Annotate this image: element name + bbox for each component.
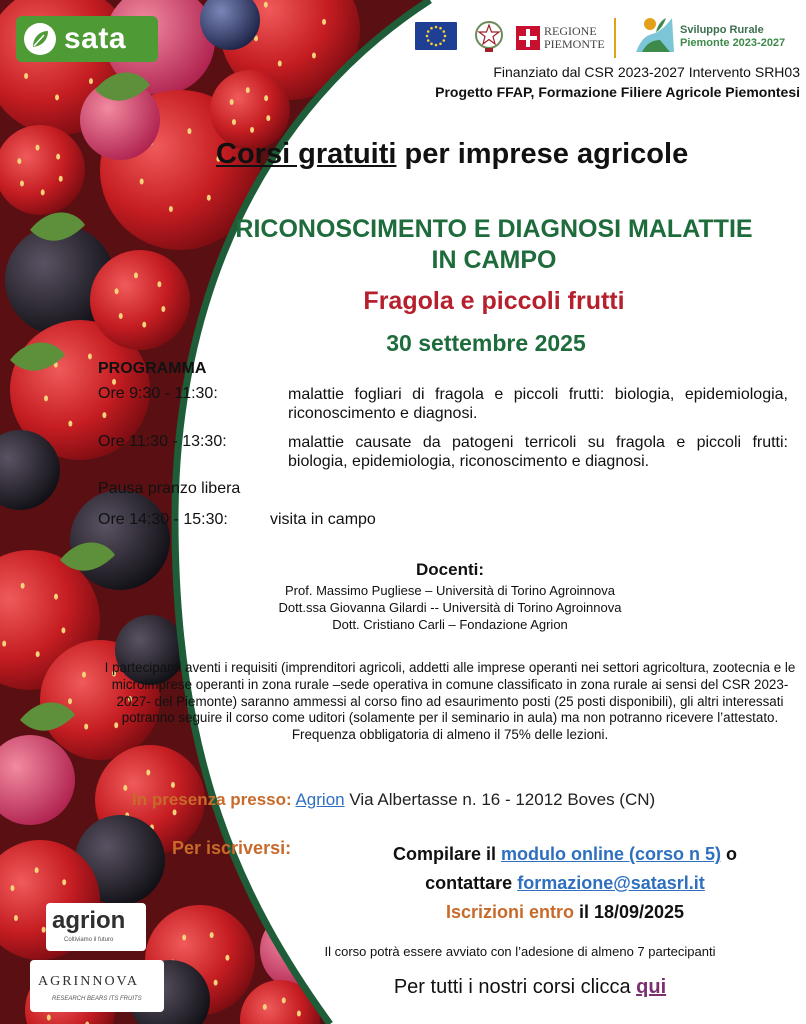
sviluppo-line2: Piemonte 2023-2027 [680,37,786,49]
docenti-heading: Docenti: [416,560,484,579]
programma-row-time: Ore 9:30 - 11:30: [98,385,218,402]
agrion-logo [46,903,146,951]
email-link[interactable]: formazione@satasrl.it [517,873,705,893]
agrinnova-tagline: RESEARCH BEARS ITS FRUITS [52,996,142,1002]
registration-info [330,840,800,927]
minimum-participants-note: Il corso potrà essere avviato con l’adesione di almeno 7 partecipanti [324,944,716,959]
location-label: In presenza presso: [132,790,292,809]
headline-underlined: Corsi gratuiti [216,138,397,170]
agrinnova-logo [30,960,164,1012]
sviluppo-rurale-logo-icon [630,12,678,58]
pausa-pranzo: Pausa pranzo libera [98,480,241,497]
deadline-date: il 18/09/2025 [573,902,685,922]
or-text: o [721,844,738,864]
course-title-line1: RICONOSCIMENTO E DIAGNOSI MALATTIE [235,215,753,243]
online-form-link[interactable]: modulo online (corso n 5) [501,844,722,864]
agrion-tagline: Coltiviamo il futuro [64,937,114,943]
page-headline [216,138,688,171]
all-courses-text: Per tutti i nostri corsi clicca [393,976,637,998]
headline-rest: per imprese agricole [396,138,689,170]
funding-line2: Progetto FFAP, Formazione Filiere Agricole Piemontesi [435,84,800,100]
agrion-logo-text: agrion [52,907,126,934]
funding-info [330,64,800,100]
regione-piemonte-logo [516,22,604,54]
programma-row-desc: visita in campo [270,511,376,528]
sata-logo [16,16,158,62]
requirements-paragraph: I partecipanti aventi i requisiti (imprenditori agricoli, addetti alle imprese operanti nei settori agricoltura, zootecnia e le microimprese operanti in zona rurale –sede operativa in comune classificato in zona rurale ai sensi del CSR 2023-2027- del Piemonte) saranno ammessi al corso fino ad esaurimento posti (25 posti disponibili), gli altri interessati potranno seguire il corso come uditori (solamente per il seminario in aula) ma non potranno ricevere l’attestato. Frequenza obbligatoria di almeno il 75% delle lezioni. [104,660,796,743]
deadline-label: Iscrizioni entro [445,902,574,922]
regione-line2: PIEMONTE [544,37,605,51]
programma-row-time: Ore 14:30 - 15:30: [98,511,228,528]
agrion-link[interactable]: Agrion [295,790,345,809]
leaf-icon [24,23,56,55]
docente-item: Prof. Massimo Pugliese – Università di Torino Agroinnova [285,583,615,598]
location-line [132,790,655,810]
all-courses-line [280,976,780,999]
programma-heading: PROGRAMMA [98,360,207,377]
sata-logo-text: sata [64,22,127,55]
sviluppo-rurale-text [680,24,785,50]
docente-item: Dott.ssa Giovanna Gilardi -- Università di Torino Agroinnova [278,600,622,615]
programma-row-time: Ore 11:30 - 13:30: [98,433,227,450]
strawberry-shape [90,250,190,350]
agrinnova-logo-text: AGRINNOVA [38,974,139,989]
docente-item: Dott. Cristiano Carli – Fondazione Agrion [332,617,568,632]
funding-line1: Finanziato dal CSR 2023-2027 Intervento SRH03 [493,64,800,80]
course-title [176,214,806,276]
programma-row [98,385,798,429]
programma-row-desc: malattie causate da patogeni terricoli su fragola e piccoli frutti: biologia, epidemiologia, riconoscimento e diagnosi. [288,434,788,470]
sviluppo-line1: Sviluppo Rurale [680,24,764,36]
header-divider [614,18,616,58]
eu-flag-icon [415,22,457,50]
all-courses-link[interactable]: qui [636,976,667,998]
location-address: Via Albertasse n. 16 - 12012 Boves (CN) [344,790,656,809]
italian-republic-emblem-icon [472,18,506,54]
registration-label: Per iscriversi: [172,838,292,858]
course-date: 30 settembre 2025 [386,330,586,356]
contact-text: contattare [425,873,518,893]
programma-row [98,433,798,477]
regione-cross-icon [516,26,540,50]
programma-row-desc: malattie fogliari di fragola e piccoli frutti: biologia, epidemiologia, riconoscimento e diagnosi. [288,386,788,422]
course-subtitle: Fragola e piccoli frutti [363,287,625,315]
docenti-list [200,582,700,633]
course-title-line2: IN CAMPO [431,246,557,274]
regione-line1: REGIONE [544,24,597,38]
blackberry-shape [70,490,170,590]
compile-text: Compilare il [392,844,502,864]
